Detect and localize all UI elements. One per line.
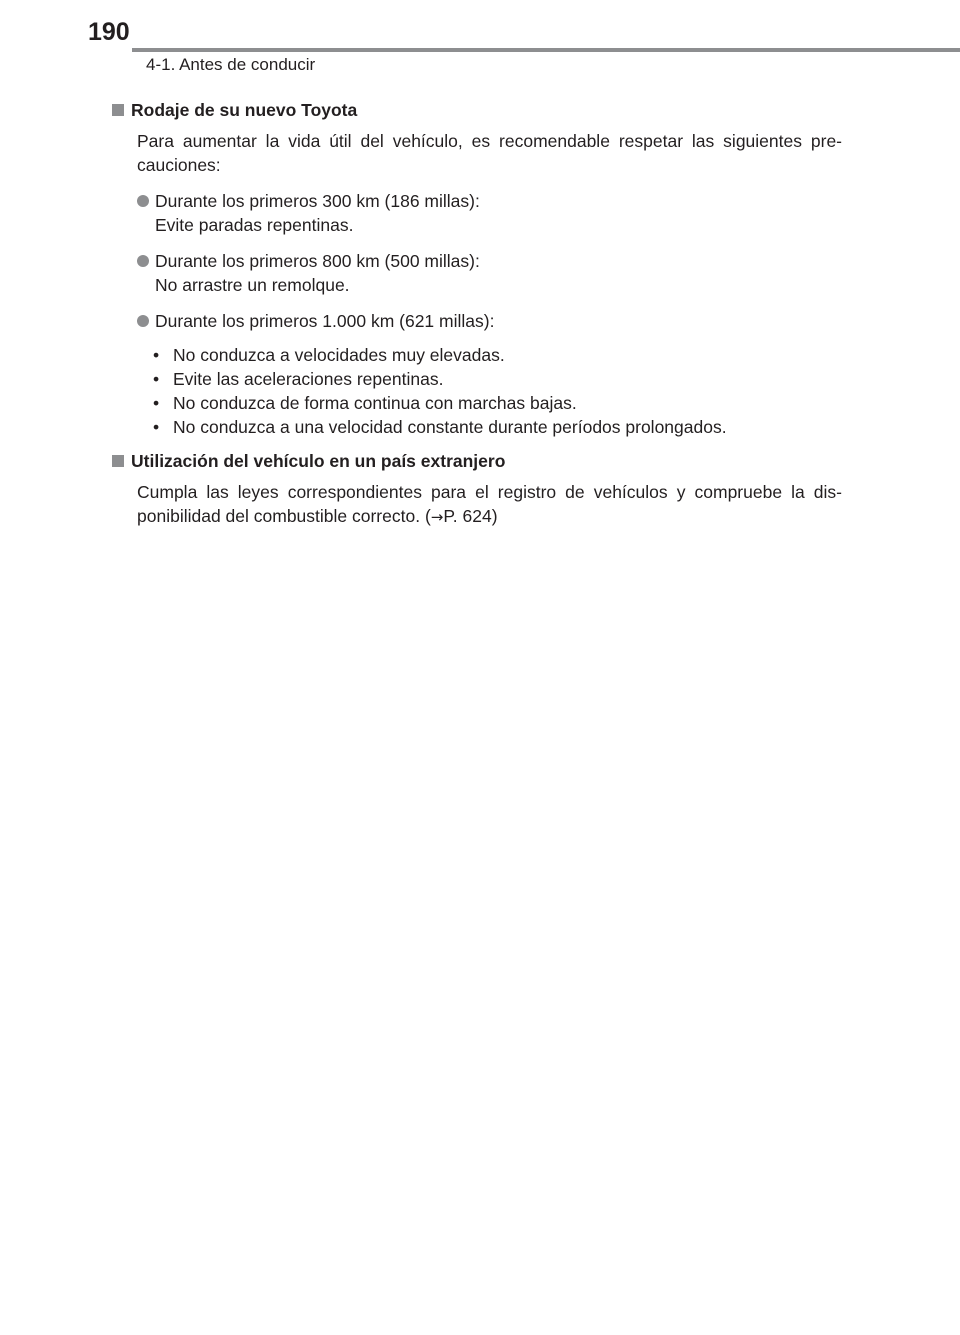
- heading-extranjero: [112, 449, 842, 473]
- page-content: [112, 98, 842, 529]
- subitem-text: No conduzca a una velocidad constante durante períodos prolongados.: [173, 417, 727, 437]
- bullet-300km-detail: Evite paradas repentinas.: [155, 215, 354, 235]
- sub-list-item: [153, 343, 842, 367]
- heading-rodaje-text: Rodaje de su nuevo Toyota: [131, 100, 358, 120]
- rodaje-intro: Para aumentar la vida útil del vehículo, es recomendable respetar las siguientes pre-cauciones:: [137, 131, 842, 175]
- dot-bullet-icon: •: [153, 417, 160, 437]
- square-bullet-icon: [112, 455, 124, 467]
- dot-bullet-icon: •: [153, 345, 160, 365]
- heading-extranjero-text: Utilización del vehículo en un país extranjero: [131, 451, 506, 471]
- extranjero-body: Cumpla las leyes correspondientes para el registro de vehículos y compruebe la dis-ponibilidad del combustible correcto. (: [137, 482, 842, 526]
- dot-bullet-icon: •: [153, 393, 160, 413]
- extranjero-text: [137, 480, 842, 529]
- sub-list-item: [153, 391, 842, 415]
- list-item: [137, 249, 842, 297]
- subitem-text: No conduzca de forma continua con marchas bajas.: [173, 393, 577, 413]
- header-rule: [132, 48, 960, 52]
- page-reference-link[interactable]: P. 624): [443, 506, 498, 526]
- list-item: [137, 309, 842, 333]
- sub-list-item: [153, 367, 842, 391]
- bullet-300km: Durante los primeros 300 km (186 millas):: [155, 191, 480, 211]
- subitem-text: No conduzca a velocidades muy elevadas.: [173, 345, 505, 365]
- bullet-1000km: Durante los primeros 1.000 km (621 millas):: [155, 311, 495, 331]
- right-arrow-icon: →: [430, 508, 444, 526]
- round-bullet-icon: [137, 195, 149, 207]
- round-bullet-icon: [137, 255, 149, 267]
- dot-bullet-icon: •: [153, 369, 160, 389]
- subitem-text: Evite las aceleraciones repentinas.: [173, 369, 444, 389]
- heading-rodaje: [112, 98, 842, 122]
- bullet-800km-detail: No arrastre un remolque.: [155, 275, 350, 295]
- square-bullet-icon: [112, 104, 124, 116]
- sub-list-item: [153, 415, 842, 439]
- page-number: 190: [88, 18, 130, 46]
- section-title: 4-1. Antes de conducir: [146, 55, 316, 74]
- list-item: [137, 189, 842, 237]
- round-bullet-icon: [137, 315, 149, 327]
- bullet-800km: Durante los primeros 800 km (500 millas):: [155, 251, 480, 271]
